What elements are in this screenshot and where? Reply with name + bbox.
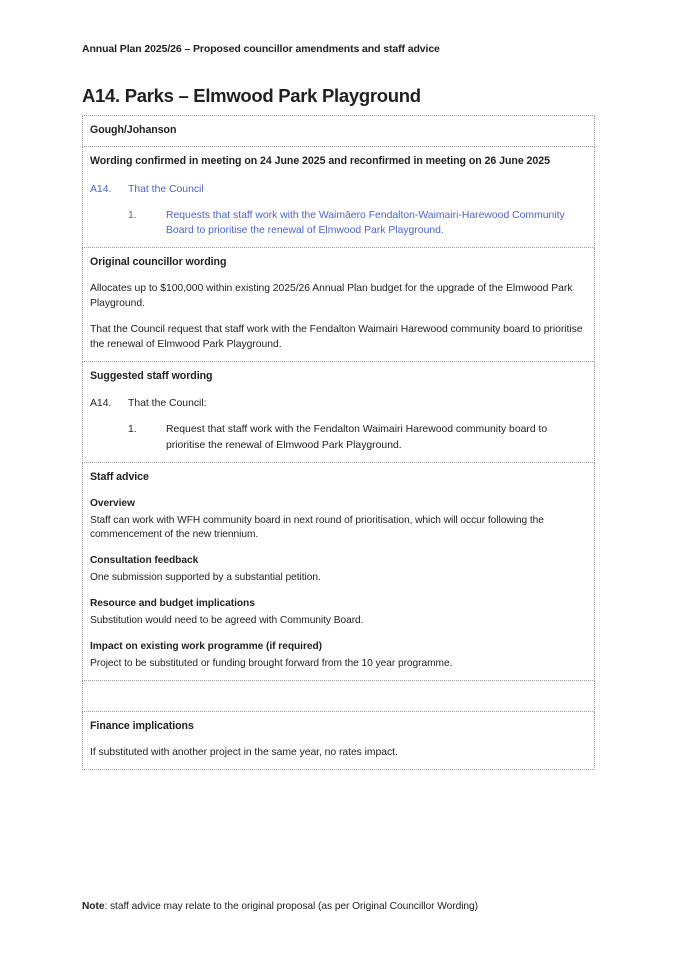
confirmed-item-number: 1. xyxy=(128,209,137,221)
confirmed-resolution-item xyxy=(90,208,587,239)
table-row-original-wording xyxy=(83,248,595,362)
staff-advice-text-resource-budget: Substitution would need to be agreed with Community Board. xyxy=(90,614,364,626)
confirmed-lead-number: A14. xyxy=(90,183,112,195)
confirmed-wording-cell xyxy=(83,147,595,248)
table-row-staff-advice xyxy=(83,463,595,681)
finance-implications-text: If substituted with another project in the same year, no rates impact. xyxy=(90,746,398,758)
suggested-item-number: 1. xyxy=(128,424,137,436)
confirmed-wording-heading: Wording confirmed in meeting on 24 June 2025 and reconfirmed in meeting on 26 June 2025 xyxy=(90,155,550,168)
table-row-spacer xyxy=(83,681,595,712)
finance-implications-heading: Finance implications xyxy=(90,720,194,733)
document-header: Annual Plan 2025/26 – Proposed councillor amendments and staff advice xyxy=(82,43,440,55)
staff-advice-subheading-resource-budget: Resource and budget implications xyxy=(90,597,255,609)
spacer-cell xyxy=(83,681,595,712)
table-row-movers xyxy=(83,116,595,147)
table-row-confirmed-wording xyxy=(83,147,595,248)
staff-advice-heading: Staff advice xyxy=(90,471,149,484)
confirmed-resolution-lead xyxy=(90,182,587,197)
suggested-item-text: Request that staff work with the Fendalton Waimairi Harewood community board to prioritise the renewal of Elmwood Park Playground. xyxy=(166,424,548,451)
page-title: A14. Parks – Elmwood Park Playground xyxy=(82,85,421,106)
staff-advice-subheading-work-programme-impact: Impact on existing work programme (if required) xyxy=(90,640,323,652)
original-wording-paragraph-1: Allocates up to $100,000 within existing 2025/26 Annual Plan budget for the upgrade of the Elmwood Park Playground. xyxy=(90,282,573,309)
suggested-wording-heading: Suggested staff wording xyxy=(90,370,213,383)
staff-advice-subheading-overview: Overview xyxy=(90,497,135,509)
table-row-finance-implications xyxy=(83,712,595,769)
suggested-lead-text: That the Council: xyxy=(128,398,207,410)
staff-advice-text-work-programme-impact: Project to be substituted or funding brought forward from the 10 year programme. xyxy=(90,657,453,669)
amendment-table xyxy=(82,115,595,770)
suggested-resolution-item xyxy=(90,422,587,453)
original-wording-heading: Original councillor wording xyxy=(90,256,227,269)
table-row-suggested-wording xyxy=(83,362,595,463)
suggested-lead-number: A14. xyxy=(90,398,112,410)
suggested-resolution-lead xyxy=(90,396,587,411)
staff-advice-cell xyxy=(83,463,595,681)
confirmed-item-text: Requests that staff work with the Waimāero Fendalton-Waimairi-Harewood Community Board to prioritise the renewal of Elmwood Park Playground. xyxy=(166,209,565,237)
staff-advice-text-consultation-feedback: One submission supported by a substantial petition. xyxy=(90,572,321,584)
staff-advice-text-overview: Staff can work with WFH community board in next round of prioritisation, which will occur following the commencement of the new triennium. xyxy=(90,514,544,541)
suggested-wording-cell xyxy=(83,362,595,463)
original-wording-cell xyxy=(83,248,595,362)
original-wording-paragraph-2: That the Council request that staff work with the Fendalton Waimairi Harewood community board to prioritise the renewal of Elmwood Park Playground. xyxy=(90,323,583,350)
footer-note-label: Note xyxy=(82,901,105,912)
movers-label: Gough/Johanson xyxy=(90,124,177,136)
finance-implications-cell xyxy=(83,712,595,769)
confirmed-lead-text: That the Council xyxy=(128,183,204,195)
movers-cell xyxy=(83,116,595,147)
footer-note-text: : staff advice may relate to the original proposal (as per Original Councillor Wording) xyxy=(104,901,478,912)
footer-note xyxy=(82,901,478,912)
staff-advice-subheading-consultation-feedback: Consultation feedback xyxy=(90,555,199,567)
